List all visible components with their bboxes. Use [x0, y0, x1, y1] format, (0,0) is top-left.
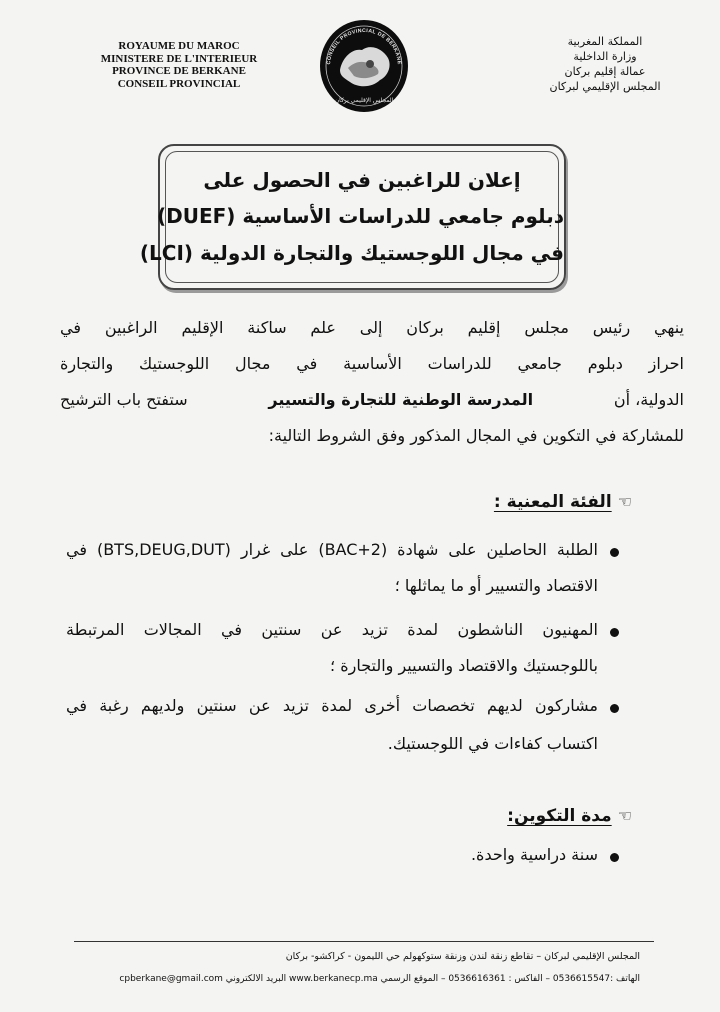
footer-contacts: الهاتف :0536615547 – الفاكس : 0536616361 – الموقع الرسمي www.berkanecp.ma البريد الالكتروني cpberkane@gmail.com — [119, 974, 640, 984]
item2-line2: باللوجستيك والاقتصاد والتسيير والتجارة ؛ — [330, 656, 598, 675]
intro-line-4: للمشاركة في التكوين في المجال المذكور وفق الشروط التالية: — [268, 426, 684, 445]
item2-line1: المهنيون الناشطون لمدة تزيد عن سنتين في المجالات المرتبطة — [66, 620, 598, 639]
bullet-dot — [610, 853, 619, 862]
intro-line-1: ينهي رئيس مجلس إقليم بركان إلى علم ساكنة الإقليم الراغبين في — [60, 318, 684, 337]
school-name: المدرسة الوطنية للتجارة والتسيير — [268, 390, 534, 409]
announcement-title-box — [139, 144, 566, 290]
ar-header-line3: عمالة إقليم بركان — [564, 65, 646, 78]
duration-heading-text: مدة التكوين: — [507, 806, 612, 826]
emblem-bottom-text: المجلس الإقليمي بركان — [334, 97, 394, 104]
footer-address: المجلس الإقليمي لبركان – تقاطع زنقة لندن وزنقة ستوكهولم حي الليمون - كراكشو- بركان — [285, 951, 640, 962]
bullet-dot — [610, 628, 619, 637]
intro-line-2: احراز دبلوم جامعي للدراسات الأساسية في مجال اللوجستيك والتجارة — [60, 354, 684, 373]
target-group-heading-text: الفئة المعنية : — [493, 492, 612, 512]
item1-line1: الطلبة الحاصلين على شهادة (BAC+2) على غرار (BTS,DEUG,DUT) في — [66, 540, 598, 559]
title-line-1: إعلان للراغبين في الحصول على — [203, 168, 521, 192]
ar-header-line2: وزارة الداخلية — [573, 50, 637, 63]
bullet-dot — [610, 704, 619, 713]
ar-header-line1: المملكة المغربية — [567, 35, 643, 48]
bullet-dot — [610, 548, 619, 557]
fr-header-line4: CONSEIL PROVINCIAL — [117, 77, 241, 90]
fr-header-line1: ROYAUME DU MAROC — [118, 40, 240, 52]
item1-line2: الاقتصاد والتسيير أو ما يماثلها ؛ — [394, 576, 598, 595]
arabic-header — [530, 34, 680, 94]
pointing-hand-icon: ☜ — [617, 492, 632, 511]
provincial-council-emblem — [318, 18, 410, 114]
section-target-group-heading — [494, 492, 632, 512]
intro-line-3 — [60, 390, 684, 409]
french-header — [84, 40, 274, 90]
fr-header-line3: PROVINCE DE BERKANE — [112, 65, 246, 77]
footer-divider — [74, 941, 654, 942]
item3-line2: اكتساب كفاءات في اللوجستيك. — [387, 734, 598, 753]
title-line-2: دبلوم جامعي للدراسات الأساسية (DUEF) — [156, 204, 564, 228]
item3-line1: مشاركون لديهم تخصصات أخرى لمدة تزيد عن سنتين ولديهم رغبة في — [66, 696, 598, 715]
duration-item-line1: سنة دراسية واحدة. — [470, 845, 598, 864]
title-line-3: في مجال اللوجستيك والتجارة الدولية (LCI) — [139, 241, 564, 265]
emblem-ring-text: CONSEIL PROVINCIAL DE BERKANE — [325, 27, 403, 65]
section-duration-heading — [507, 806, 632, 826]
intro-line-3-start: الدولية، أن — [613, 390, 684, 409]
intro-line-3-end: ستفتح باب الترشيح — [60, 390, 188, 409]
pointing-hand-icon: ☜ — [617, 806, 632, 825]
fr-header-line2: MINISTERE DE L'INTERIEUR — [100, 52, 258, 65]
ar-header-line4: المجلس الإقليمي لبركان — [549, 80, 661, 93]
